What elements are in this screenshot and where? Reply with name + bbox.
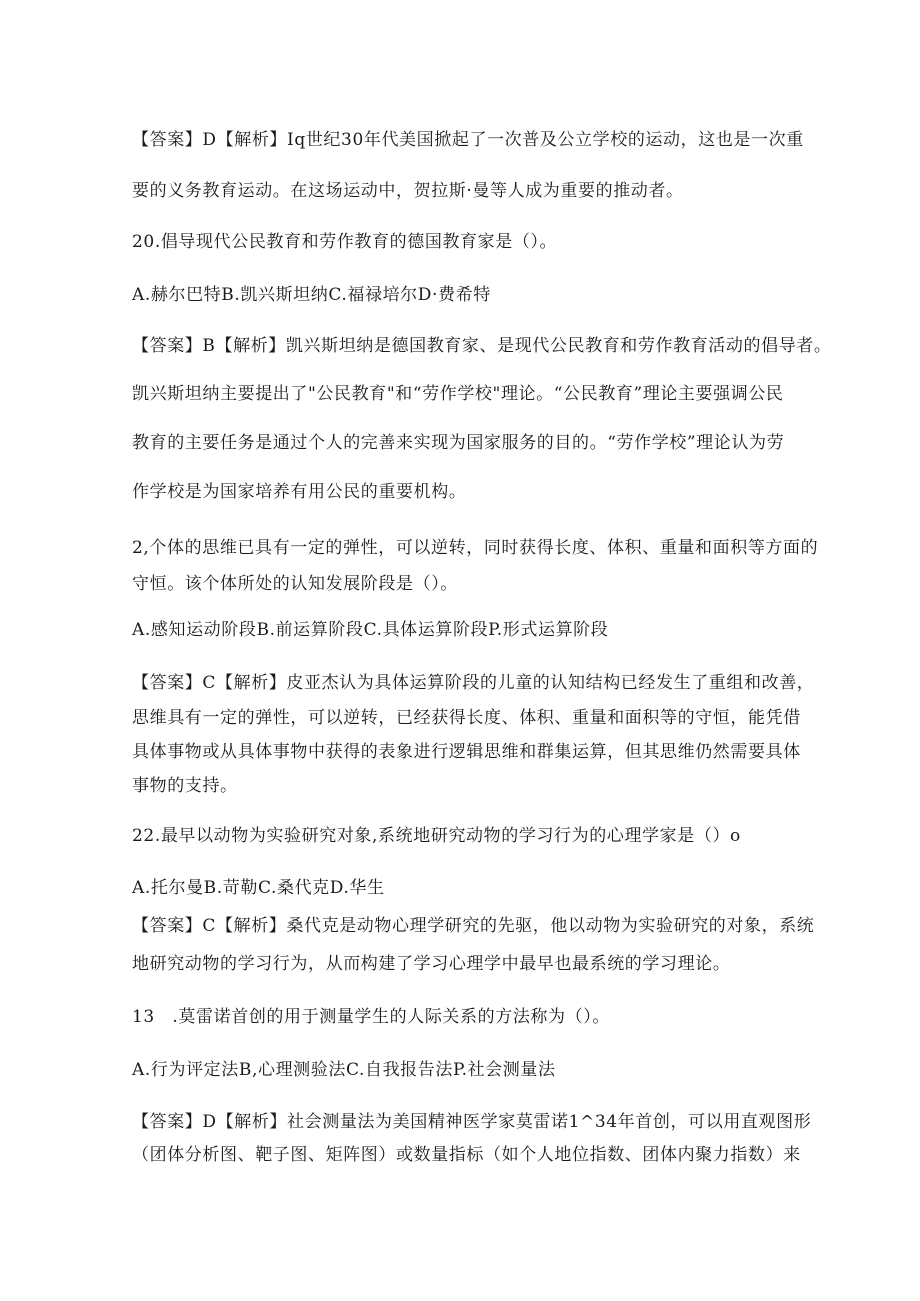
answer-line: 事物的支持。 (132, 776, 238, 796)
answer-line: 地研究动物的学习行为，从而构建了学习心理学中最早也最系统的学习理论。 (132, 954, 731, 974)
question-text: 22.最早以动物为实验研究对象,系统地研究动物的学习行为的心理学家是（）o (132, 826, 741, 846)
answer-line: 教育的主要任务是通过个人的完善来实现为国家服务的目的。“劳作学校”理论认为劳 (132, 433, 785, 453)
answer-line: 【答案】C【解析】皮亚杰认为具体运算阶段的儿童的认知结构已经发生了重组和改善， (132, 673, 815, 693)
answer-line: 具体事物或从具体事物中获得的表象进行逻辑思维和群集运算，但其思维仍然需要具体 (132, 742, 801, 762)
question-text: 13 .莫雷诺首创的用于测量学生的人际关系的方法称为（）。 (132, 1007, 610, 1027)
question-options: A.托尔曼B.苛勒C.桑代克D.华生 (132, 878, 385, 898)
question-text: 守恒。该个体所处的认知发展阶段是（）。 (132, 574, 458, 594)
question-options: A.赫尔巴特B.凯兴斯坦纳C.福禄培尔D·费希特 (132, 285, 491, 305)
answer-line: 凯兴斯坦纳主要提出了"公民教育"和“劳作学校"理论。“公民教育”理论主要强调公民 (132, 384, 784, 404)
question-text: 2,个体的思维已具有一定的弹性，可以逆转，同时获得长度、体积、重量和面积等方面的 (132, 538, 819, 558)
question-options: A.感知运动阶段B.前运算阶段C.具体运算阶段P.形式运算阶段 (132, 620, 609, 640)
answer-line: 要的义务教育运动。在这场运动中，贺拉斯·曼等人成为重要的推动者。 (132, 181, 684, 201)
question-text: 20.倡导现代公民教育和劳作教育的德国教育家是（）。 (132, 232, 558, 252)
answer-line: 思维具有一定的弹性，可以逆转，已经获得长度、体积、重量和面积等的守恒，能凭借 (132, 708, 801, 728)
question-options: A.行为评定法B,心理测验法C.自我报告法P.社会测量法 (132, 1060, 556, 1080)
answer-line: 【答案】D【解析】社会测量法为美国精神医学家莫雷诺1^34年首创，可以用直观图形 (132, 1112, 812, 1132)
answer-line: 【答案】D【解析】Iq世纪30年代美国掀起了一次普及公立学校的运动，这也是一次重 (132, 130, 804, 150)
answer-line: （团体分析图、靶子图、矩阵图）或数量指标（如个人地位指数、团体内聚力指数）来 (132, 1145, 801, 1165)
answer-line: 作学校是为国家培养有用公民的重要机构。 (132, 482, 467, 502)
answer-line: 【答案】C【解析】桑代克是动物心理学研究的先驱，他以动物为实验研究的对象，系统 (132, 916, 815, 936)
answer-line: 【答案】B【解析】凯兴斯坦纳是德国教育家、是现代公民教育和劳作教育活动的倡导者。 (132, 336, 832, 356)
